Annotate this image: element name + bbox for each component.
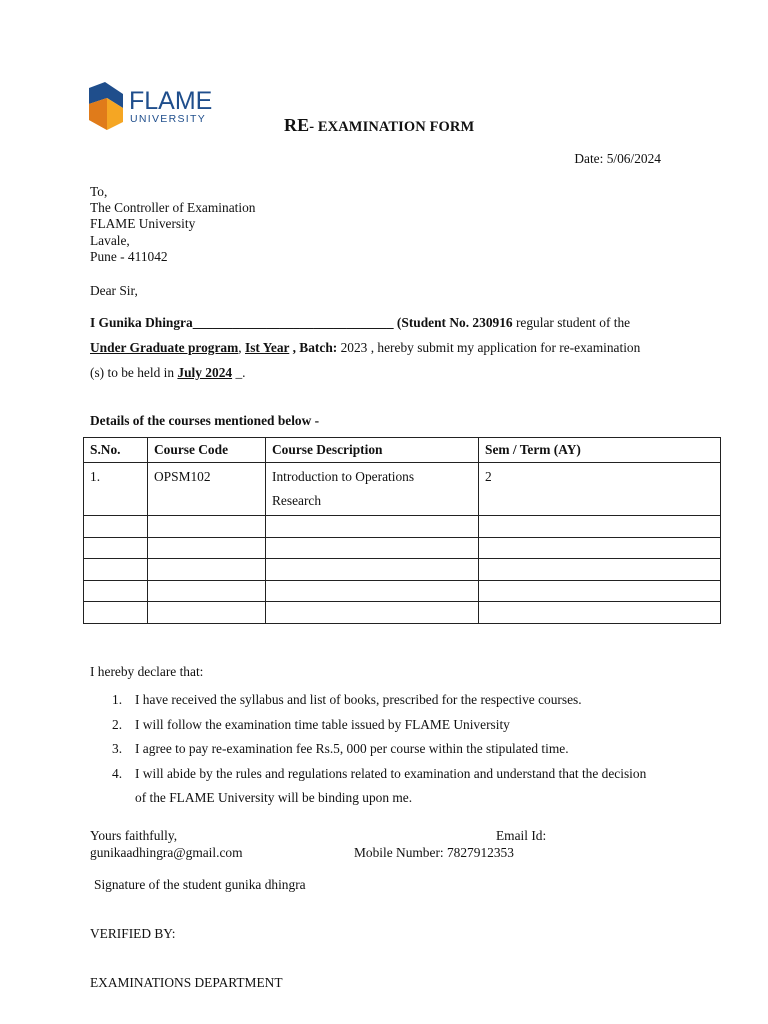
cell-sno: 1. — [84, 463, 148, 516]
text-span: (s) to be held in — [90, 365, 178, 380]
empty-cell — [266, 537, 479, 559]
empty-cell — [148, 516, 266, 538]
title-rest: - EXAMINATION FORM — [309, 119, 475, 135]
empty-cell — [266, 559, 479, 581]
examinations-department: EXAMINATIONS DEPARTMENT — [90, 975, 283, 990]
program: Under Graduate program — [90, 340, 239, 355]
item-number: 3. — [112, 741, 123, 756]
empty-cell — [266, 602, 479, 624]
cell-course-description — [266, 463, 479, 516]
cell-sem: 2 — [479, 463, 721, 516]
closing-yours: Yours faithfully, — [90, 828, 178, 843]
description-line: Research — [272, 493, 322, 508]
exam-month: July 2024 — [177, 365, 233, 380]
application-line-1 — [90, 315, 630, 331]
column-header: S.No. — [84, 438, 148, 463]
item-text: I have received the syllabus and list of books, prescribed for the respective courses. — [135, 692, 582, 707]
form-date: Date: 5/06/2024 — [574, 151, 661, 166]
item-number: 1. — [112, 692, 123, 707]
text-span: _. — [232, 365, 246, 380]
courses-table — [83, 437, 721, 624]
cell-course-code: OPSM102 — [148, 463, 266, 516]
column-header: Sem / Term (AY) — [479, 438, 721, 463]
flame-university-logo — [89, 82, 221, 132]
empty-cell — [84, 559, 148, 581]
empty-cell — [266, 580, 479, 602]
list-item — [112, 713, 646, 738]
application-line-3 — [90, 365, 245, 381]
table-row-empty — [84, 537, 721, 559]
empty-cell — [148, 537, 266, 559]
student-name: I Gunika Dhingra______________________________ — [90, 315, 394, 330]
student-signature: Signature of the student gunika dhingra — [94, 877, 306, 892]
address-line: To, — [90, 184, 108, 199]
logo-sub-text: UNIVERSITY — [130, 113, 207, 125]
item-number: 4. — [112, 765, 123, 781]
address-line: The Controller of Examination — [90, 200, 256, 216]
item-number: 2. — [112, 716, 123, 732]
column-header: Course Description — [266, 438, 479, 463]
empty-cell — [479, 559, 721, 581]
description-line: Introduction to Operations — [272, 469, 415, 484]
empty-cell — [84, 580, 148, 602]
verified-by: VERIFIED BY: — [90, 926, 176, 941]
year: Ist Year — [245, 340, 290, 355]
empty-cell — [84, 516, 148, 538]
table-row-empty — [84, 580, 721, 602]
empty-cell — [479, 537, 721, 559]
column-header: Course Code — [148, 438, 266, 463]
batch-label: , Batch: — [289, 340, 338, 355]
list-item — [112, 762, 646, 787]
address-block — [90, 184, 255, 265]
list-item-continuation: of the FLAME University will be binding upon me. — [135, 790, 413, 805]
empty-cell — [479, 516, 721, 538]
list-item — [112, 737, 646, 762]
title-prefix: RE — [284, 115, 310, 135]
item-text: I will abide by the rules and regulations related to examination and understand that the decision — [135, 765, 647, 781]
declaration-list — [112, 688, 646, 811]
email-label: Email Id: — [496, 828, 547, 843]
email-address: gunikaadhingra@gmail.com — [90, 845, 243, 860]
salutation: Dear Sir, — [90, 283, 138, 298]
table-header-row — [84, 438, 721, 463]
table-row-empty — [84, 516, 721, 538]
student-number: (Student No. 230916 — [393, 315, 513, 330]
table-row-empty — [84, 602, 721, 624]
empty-cell — [479, 580, 721, 602]
empty-cell — [84, 602, 148, 624]
address-line: Lavale, — [90, 232, 130, 248]
item-text: I agree to pay re-examination fee Rs.5, 000 per course within the stipulated time. — [135, 741, 569, 756]
empty-cell — [266, 516, 479, 538]
address-line: FLAME University — [90, 216, 196, 232]
empty-cell — [479, 602, 721, 624]
empty-cell — [148, 602, 266, 624]
courses-heading: Details of the courses mentioned below - — [90, 413, 320, 428]
list-item — [112, 688, 646, 713]
empty-cell — [148, 559, 266, 581]
flame-logo-icon — [89, 82, 221, 132]
mobile-number: Mobile Number: 7827912353 — [354, 845, 514, 860]
application-line-2 — [90, 340, 640, 356]
empty-cell — [148, 580, 266, 602]
form-title — [284, 115, 474, 136]
logo-brand-text: FLAME — [129, 87, 213, 115]
item-text: I will follow the examination time table issued by FLAME University — [135, 716, 510, 732]
text-span: regular student of the — [512, 315, 631, 330]
text-span: 2023 , hereby submit my application for re-examination — [337, 340, 641, 355]
text-span: , — [238, 340, 245, 355]
address-line: Pune - 411042 — [90, 248, 168, 264]
table-row — [84, 463, 721, 516]
empty-cell — [84, 537, 148, 559]
table-row-empty — [84, 559, 721, 581]
declaration-heading: I hereby declare that: — [90, 664, 204, 679]
